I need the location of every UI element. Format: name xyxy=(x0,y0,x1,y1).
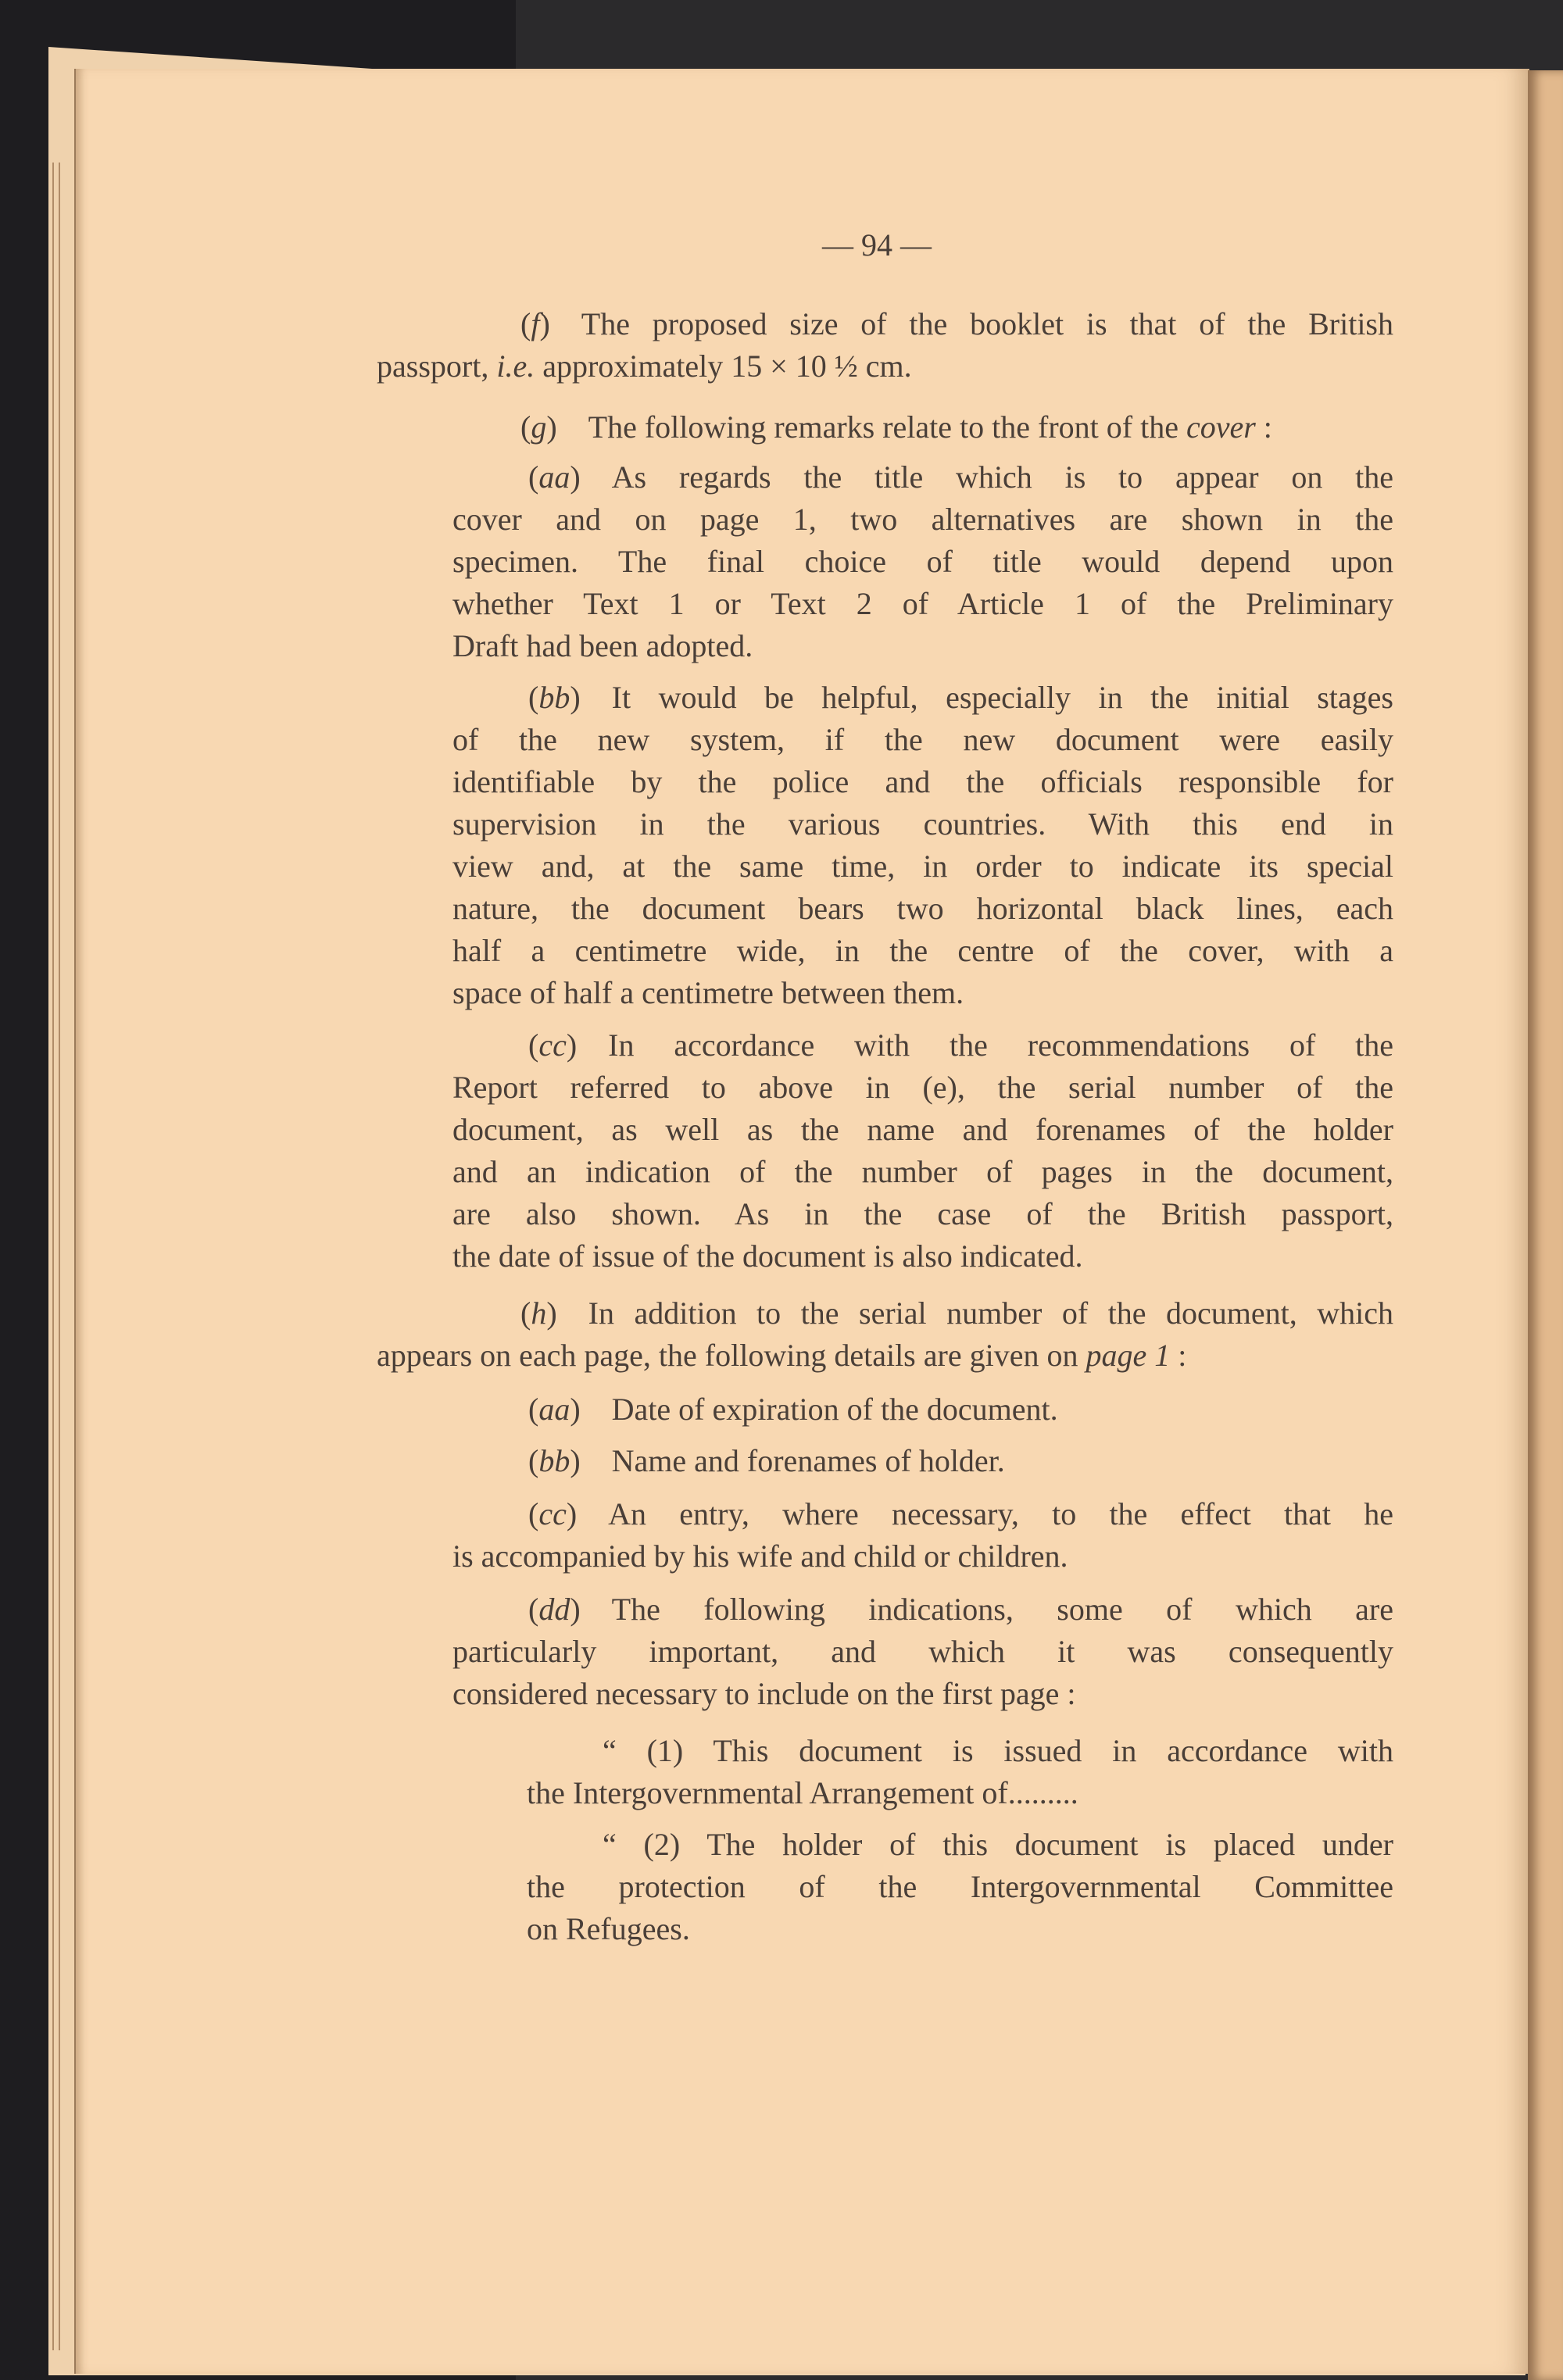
text-line xyxy=(452,761,1393,803)
line-text: In accordance with the recommendations of the xyxy=(608,1027,1393,1063)
text-line xyxy=(377,345,1393,388)
line-text: As regards the title which is to appear on the xyxy=(611,459,1393,495)
line-text: An entry, where necessary, to the effect that he xyxy=(608,1496,1393,1531)
line-text: The following indications, some of which are xyxy=(611,1592,1393,1627)
text-line xyxy=(452,583,1393,625)
text-line xyxy=(452,625,1393,667)
paragraph-h xyxy=(377,1292,1393,1377)
paragraph-label: (aa) xyxy=(528,1392,612,1427)
text-line xyxy=(452,1067,1393,1109)
line-text: and an indication of the number of pages in the document, xyxy=(452,1154,1393,1189)
paragraph-h-cc xyxy=(452,1493,1393,1578)
paragraph-label: (dd) xyxy=(528,1592,612,1627)
text-line xyxy=(452,1109,1393,1151)
line-text: whether Text 1 or Text 2 of Article 1 of the Preliminary xyxy=(452,586,1393,621)
text-line xyxy=(452,1535,1393,1578)
text-line xyxy=(528,1588,1393,1631)
paragraph-label: (h) xyxy=(520,1295,588,1331)
paragraph-g-bb xyxy=(452,677,1393,1014)
text-line xyxy=(452,930,1393,972)
italic-text: cover xyxy=(1186,409,1256,445)
paragraph-g-aa xyxy=(452,456,1393,667)
line-text: It would be helpful, especially in the initial stages xyxy=(611,680,1393,715)
paragraph-label: (bb) xyxy=(528,680,612,715)
line-text: Date of expiration of the document. xyxy=(611,1392,1058,1427)
line-text: In addition to the serial number of the document, which xyxy=(588,1295,1393,1331)
line-text: passport, xyxy=(377,348,497,384)
text-line xyxy=(528,1440,1393,1482)
line-text: particularly important, and which it was consequently xyxy=(452,1634,1393,1669)
text-line xyxy=(520,406,1393,448)
text-line xyxy=(452,1631,1393,1673)
line-text: identifiable by the police and the officials responsible for xyxy=(452,764,1393,799)
text-line xyxy=(603,1730,1393,1772)
text-line xyxy=(603,1824,1393,1866)
paragraph-label: (cc) xyxy=(528,1027,609,1063)
text-line xyxy=(452,1235,1393,1278)
text-line xyxy=(452,888,1393,930)
line-text: space of half a centimetre between them. xyxy=(452,975,964,1010)
text-line xyxy=(452,719,1393,761)
line-text: Report referred to above in (e), the serial number of the xyxy=(452,1070,1393,1105)
text-line xyxy=(527,1908,1393,1950)
line-text: the Intergovernmental Arrangement of......... xyxy=(527,1775,1078,1810)
text-line xyxy=(528,1024,1393,1067)
line-text: Draft had been adopted. xyxy=(452,628,753,663)
line-text: on Refugees. xyxy=(527,1911,690,1946)
page-number: — 94 — xyxy=(822,227,932,263)
line-text: “ (1) This document is issued in accordance with xyxy=(603,1733,1393,1768)
paragraph-label: (cc) xyxy=(528,1496,609,1531)
text-line xyxy=(452,1193,1393,1235)
line-text: are also shown. As in the case of the British passport, xyxy=(452,1196,1393,1231)
text-line xyxy=(452,972,1393,1014)
line-text: : xyxy=(1255,409,1272,445)
line-text: considered necessary to include on the first page : xyxy=(452,1676,1076,1711)
line-text: supervision in the various countries. With this end in xyxy=(452,806,1393,842)
paragraph-q2 xyxy=(527,1824,1393,1950)
line-text: the date of issue of the document is also indicated. xyxy=(452,1238,1083,1274)
line-text: specimen. The final choice of title would depend upon xyxy=(452,544,1393,579)
line-text: of the new system, if the new document were easily xyxy=(452,722,1393,757)
line-text: Name and forenames of holder. xyxy=(611,1443,1005,1478)
italic-text: page 1 xyxy=(1086,1338,1171,1373)
paragraph-h-bb xyxy=(452,1440,1393,1482)
paragraph-label: (aa) xyxy=(528,459,612,495)
text-line xyxy=(452,845,1393,888)
line-text: appears on each page, the following details are given on xyxy=(377,1338,1086,1373)
line-text: is accompanied by his wife and child or children. xyxy=(452,1538,1068,1574)
line-text: The proposed size of the booklet is that of the British xyxy=(581,306,1393,341)
page-edge-line xyxy=(59,163,60,2350)
text-line xyxy=(528,677,1393,719)
paragraph-g xyxy=(377,406,1393,448)
line-text: The following remarks relate to the front of the xyxy=(588,409,1186,445)
page-edge-line xyxy=(52,163,54,2350)
line-text: document, as well as the name and forenames of the holder xyxy=(452,1112,1393,1147)
text-line xyxy=(520,303,1393,345)
paragraph-q1 xyxy=(527,1730,1393,1814)
text-line xyxy=(528,1388,1393,1431)
text-line xyxy=(527,1866,1393,1908)
text-line xyxy=(528,1493,1393,1535)
text-line xyxy=(452,1673,1393,1715)
text-line xyxy=(452,499,1393,541)
line-text: half a centimetre wide, in the centre of the cover, with a xyxy=(452,933,1393,968)
text-line xyxy=(377,1335,1393,1377)
line-text: the protection of the Intergovernmental Committee xyxy=(527,1869,1393,1904)
paragraph-f xyxy=(377,303,1393,388)
line-text: view and, at the same time, in order to indicate its special xyxy=(452,849,1393,884)
line-text: “ (2) The holder of this document is placed under xyxy=(603,1827,1393,1862)
text-line xyxy=(527,1772,1393,1814)
paragraph-label: (bb) xyxy=(528,1443,612,1478)
text-line xyxy=(452,803,1393,845)
line-text: approximately 15 × 10 ½ cm. xyxy=(535,348,912,384)
text-line xyxy=(452,541,1393,583)
line-text: nature, the document bears two horizontal black lines, each xyxy=(452,891,1393,926)
italic-text: i.e. xyxy=(496,348,535,384)
line-text: : xyxy=(1170,1338,1187,1373)
text-line xyxy=(452,1151,1393,1193)
paragraph-h-dd xyxy=(452,1588,1393,1715)
paragraph-h-aa xyxy=(452,1388,1393,1431)
text-line xyxy=(528,456,1393,499)
paragraph-label: (g) xyxy=(520,409,588,445)
line-text: cover and on page 1, two alternatives are shown in the xyxy=(452,502,1393,537)
paragraph-g-cc xyxy=(452,1024,1393,1278)
text-line xyxy=(520,1292,1393,1335)
paragraph-label: (f) xyxy=(520,306,581,341)
facing-page-edge xyxy=(1528,70,1563,2380)
